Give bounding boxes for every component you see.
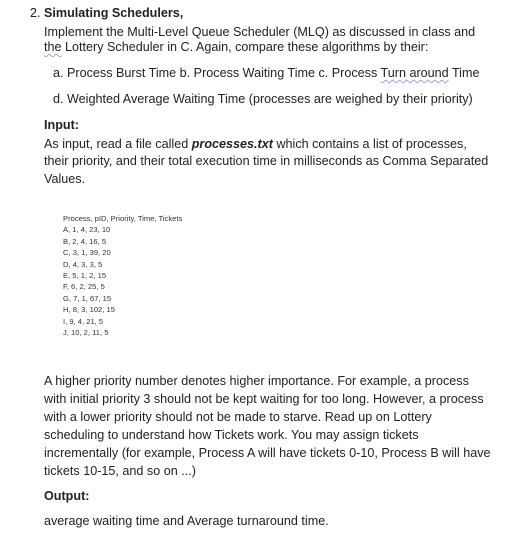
intro-line-1: Implement the Multi-Level Queue Scheduler (MLQ) as discussed in class and [44,25,476,39]
section-number: 2. [30,6,41,20]
process-row-a: A, 1, 4, 23, 10 [63,225,111,235]
process-row-g: G, 7, 1, 67, 15 [63,293,112,303]
priority-line-5: incrementally (for example, Process A will have tickets 0-10, Process B will have [44,446,491,460]
process-row-d: D, 4, 3, 3, 5 [63,259,103,269]
output-text: average waiting time and Average turnaround time. [44,514,329,528]
priority-line-4: scheduling to understand how Tickets work. You may assign tickets [44,428,419,442]
process-row-e: E, 5, 1, 2, 15 [63,271,107,281]
criteria-line-2: d. Weighted Average Waiting Time (processes are weighed by their priority) [53,92,473,106]
process-row-i: I, 9, 4, 21, 5 [63,316,104,326]
criteria-line-1 [53,64,479,82]
input-line-1-prefix: As input, read a file called [44,137,192,151]
process-row-h: H, 8, 3, 102, 15 [63,305,115,315]
intro-line-2-rest: Lottery Scheduler in C. Again, compare these algorithms by their: [61,40,429,54]
process-row-c: C, 3, 1, 39, 20 [63,248,111,258]
input-line-1 [44,135,467,153]
process-row-b: B, 2, 4, 16, 5 [63,236,107,246]
criteria-line-1-suffix: Time [448,66,480,80]
priority-line-1: A higher priority number denotes higher importance. For example, a process [44,374,469,388]
input-filename: processes.txt [191,137,273,151]
priority-line-6: tickets 10-15, and so on ...) [44,464,196,478]
output-heading: Output: [44,489,90,503]
turnaround-term: Turn around [380,66,449,80]
priority-line-3: with a lower priority should not be made to starve. Read up on Lottery [44,410,432,424]
input-line-3: Values. [44,172,86,186]
process-row-j: J, 10, 2, 11, 5 [63,328,109,338]
section-title: Simulating Schedulers, [44,6,184,20]
input-heading: Input: [44,118,79,132]
intro-line-2 [44,38,428,56]
input-line-1-suffix: which contains a list of processes, [272,137,467,151]
section-heading [30,4,183,22]
process-table-header: Process, pID, Priority, Time, Tickets [63,214,183,223]
priority-line-2: with initial priority 3 should not be kept waiting for too long. However, a process [44,392,484,406]
process-row-f: F, 6, 2, 25, 5 [63,282,105,292]
criteria-line-1-prefix: a. Process Burst Time b. Process Waiting Time c. Process [53,66,381,80]
intro-line-2-prefix: the [44,40,62,54]
input-line-2: their priority, and their total execution time in milliseconds as Comma Separated [44,154,489,168]
process-table [63,213,182,338]
